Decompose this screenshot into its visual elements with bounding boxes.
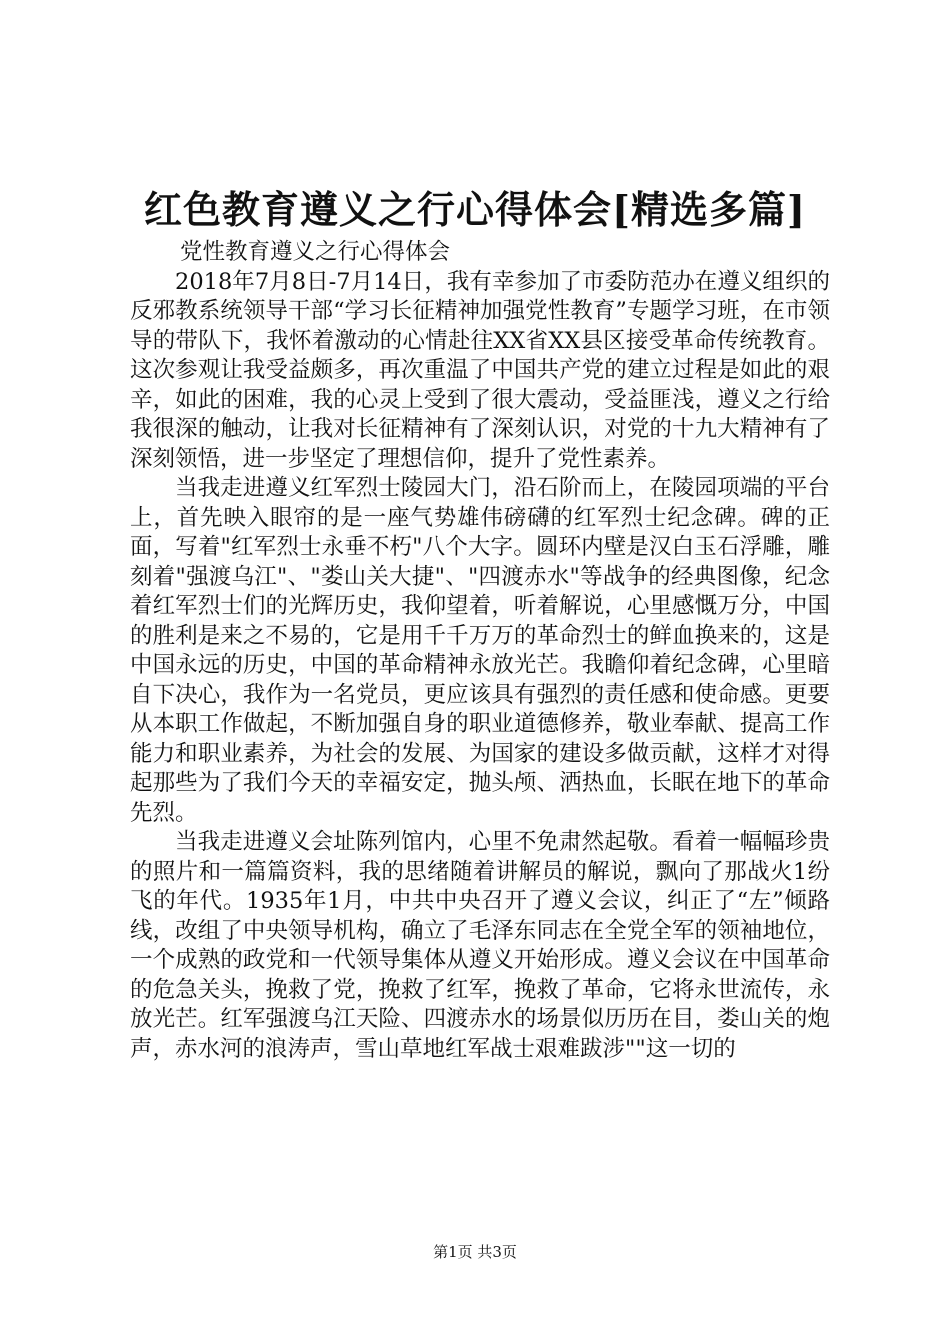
- paragraph-3: 当我走进遵义会址陈列馆内，心里不免肃然起敬。看着一幅幅珍贵的照片和一篇篇资料，我的思绪随着讲解员的解说，飘向了那战火1纷飞的年代。1935年1月，中共中央召开了遵义会议，纠正了“左”倾路线，改组了中央领导机构，确立了毛泽东同志在全党全军的领袖地位，一个成熟的政党和一代领导集体从遵义开始形成。遵义会议在中国革命的危急关头，挽救了党，挽救了红军，挽救了革命，它将永世流传，永放光芒。红军强渡乌江天险、四渡赤水的场景似历历在目，娄山关的炮声，赤水河的浪涛声，雪山草地红军战士艰难跋涉""这一切的: [130, 829, 830, 1062]
- paragraph-1: 2018年7月8日-7月14日，我有幸参加了市委防范办在遵义组织的反邪教系统领导干部“学习长征精神加强党性教育”专题学习班，在市领导的带队下，我怀着激动的心情赴往XX省XX县区接受革命传统教育。这次参观让我受益颇多，再次重温了中国共产党的建立过程是如此的艰辛，如此的困难，我的心灵上受到了很大震动，受益匪浅，遵义之行给我很深的触动，让我对长征精神有了深刻认识，对党的十九大精神有了深刻领悟，进一步坚定了理想信仰，提升了党性素养。: [130, 268, 830, 472]
- page-footer: 第1页 共3页: [433, 1243, 517, 1261]
- document-subtitle: 党性教育遵义之行心得体会: [180, 239, 451, 265]
- paragraph-2: 当我走进遵义红军烈士陵园大门，沿石阶而上，在陵园项端的平台上，首先映入眼帘的是一座气势雄伟磅礴的红军烈士纪念碑。碑的正面，写着"红军烈士永垂不朽"八个大字。圆环内壁是汉白玉石浮雕，雕刻着"强渡乌江"、"娄山关大捷"、"四渡赤水"等战争的经典图像，纪念着红军烈士们的光辉历史，我仰望着，听着解说，心里感慨万分，中国的胜利是来之不易的，它是用千千万万的革命烈士的鲜血换来的，这是中国永远的历史，中国的革命精神永放光芒。我瞻仰着纪念碑，心里暗自下决心，我作为一名党员，更应该具有强烈的责任感和使命感。更要从本职工作做起，不断加强自身的职业道德修养，敬业奉献、提高工作能力和职业素养，为社会的发展、为国家的建设多做贡献，这样才对得起那些为了我们今天的幸福安定，抛头颅、洒热血，长眠在地下的革命先烈。: [130, 475, 830, 826]
- document-title: 红色教育遵义之行心得体会[精选多篇]: [144, 187, 806, 232]
- document-body: [130, 238, 830, 1064]
